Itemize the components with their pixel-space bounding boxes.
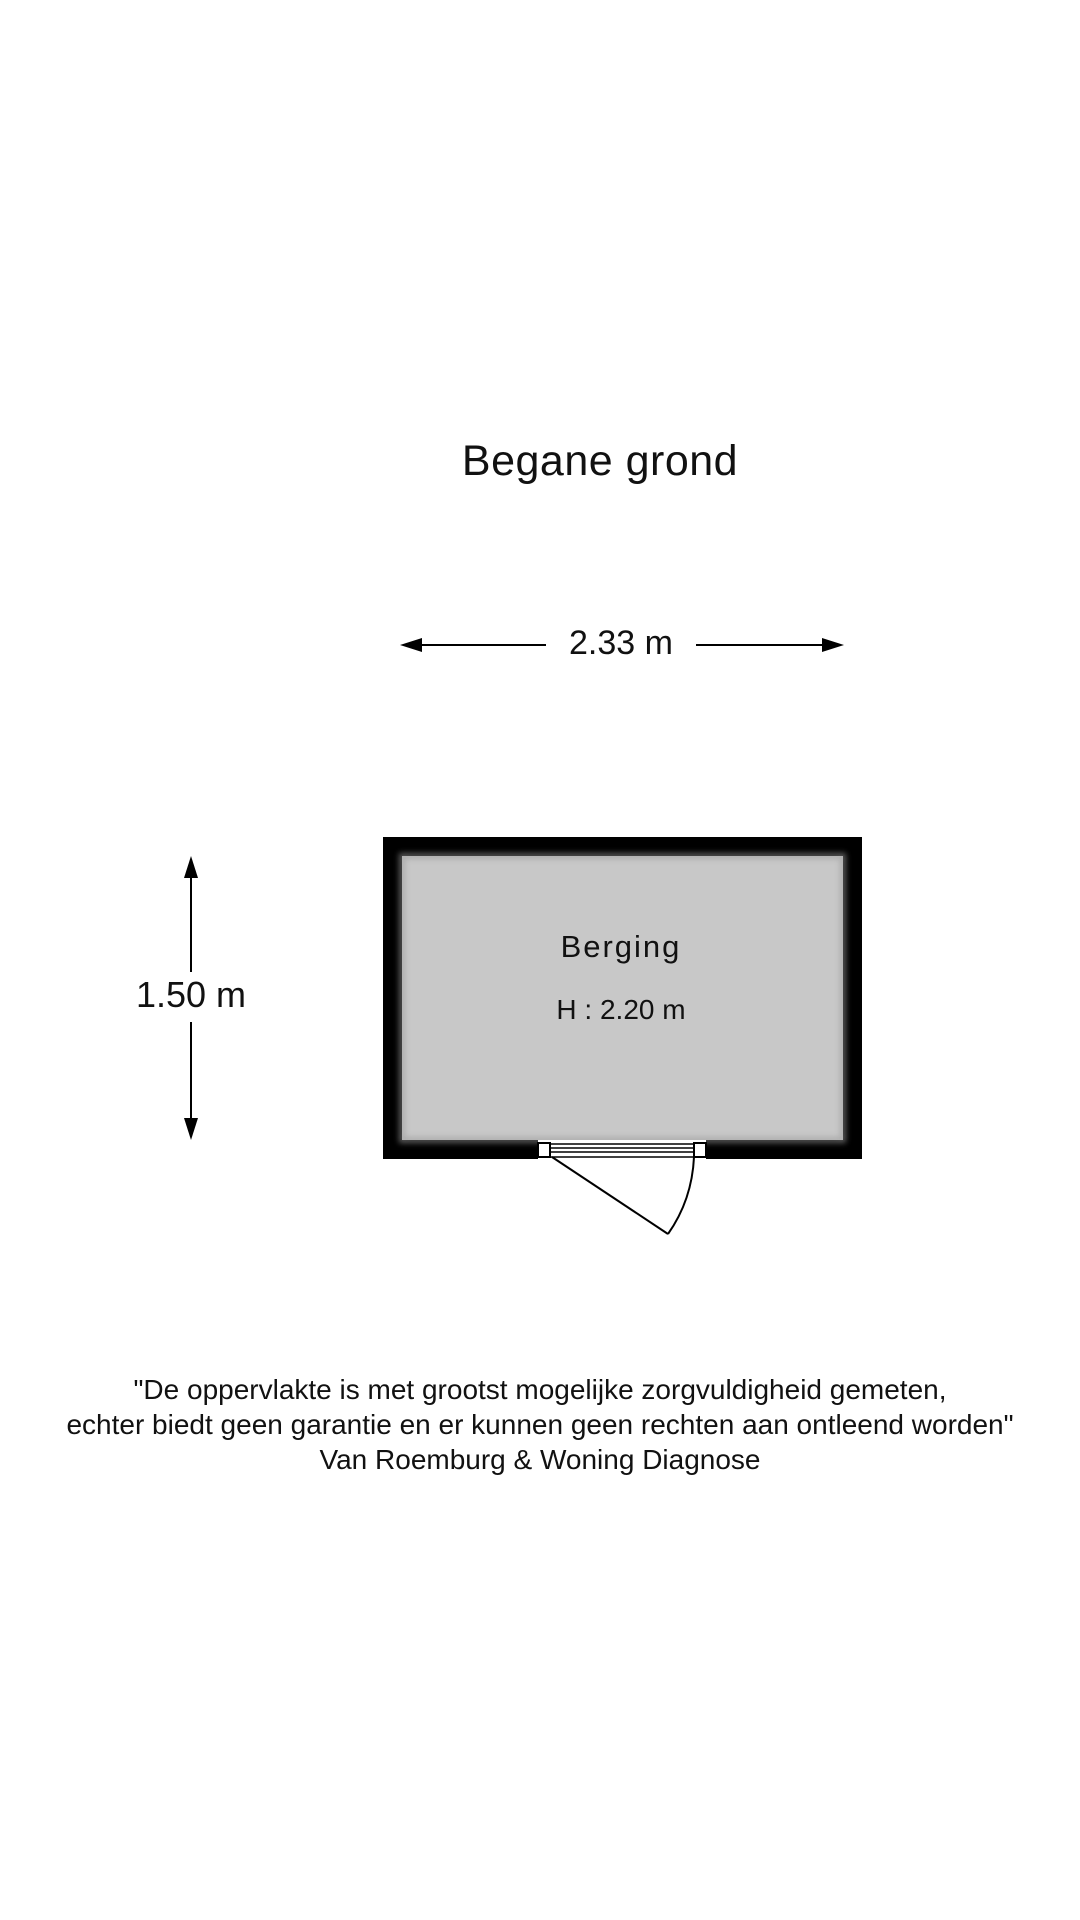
door-swing-arc xyxy=(668,1157,694,1234)
door-jamb-right xyxy=(694,1143,706,1157)
door xyxy=(538,1140,706,1234)
width-dimension-label: 2.33 m xyxy=(546,623,696,663)
arrow-up-icon xyxy=(184,856,198,878)
disclaimer-line-2: echter biedt geen garantie en er kunnen geen rechten aan ontleend worden" xyxy=(66,1409,1014,1440)
room-name: Berging xyxy=(560,929,682,964)
disclaimer xyxy=(0,1372,1080,1477)
room-ceiling-height: H : 2.20 m xyxy=(556,994,686,1025)
height-dimension-label: 1.50 m xyxy=(117,973,265,1017)
floor-title: Begane grond xyxy=(461,437,739,485)
disclaimer-credit: Van Roemburg & Woning Diagnose xyxy=(319,1444,761,1475)
door-opening xyxy=(538,1140,706,1159)
arrow-left-icon xyxy=(400,638,422,652)
arrow-right-icon xyxy=(822,638,844,652)
door-jamb-left xyxy=(538,1143,550,1157)
arrow-down-icon xyxy=(184,1118,198,1140)
door-leaf xyxy=(552,1157,668,1234)
disclaimer-line-1: "De oppervlakte is met grootst mogelijke zorgvuldigheid gemeten, xyxy=(133,1374,947,1405)
